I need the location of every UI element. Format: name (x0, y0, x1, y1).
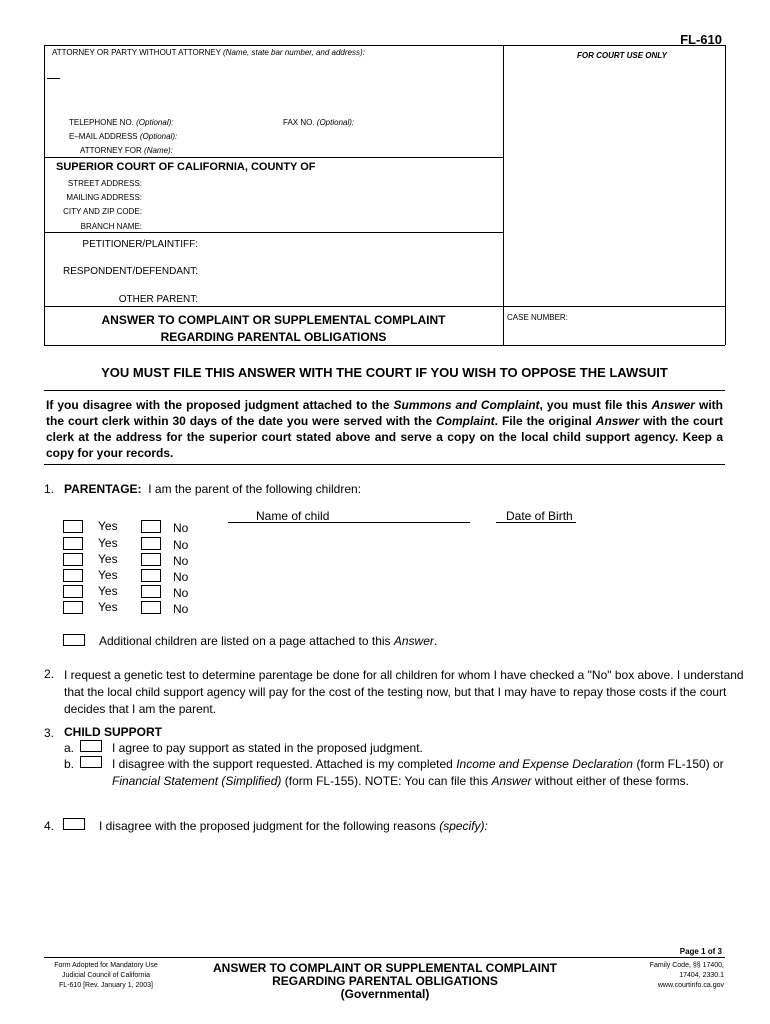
form-adopted-note: Form Adopted for Mandatory Use Judicial Council of California FL-610 [Rev. January 1, 2003] (54, 962, 158, 989)
mailing-label: MAILING ADDRESS: (66, 193, 142, 202)
court-title: SUPERIOR COURT OF CALIFORNIA, COUNTY OF (56, 161, 316, 173)
child-2-yes-checkbox[interactable] (63, 537, 83, 550)
agree-support-checkbox[interactable] (80, 740, 102, 752)
disagree-support-checkbox[interactable] (80, 756, 102, 768)
item3-number: 3. (44, 726, 55, 740)
child-5-name-field[interactable] (228, 585, 470, 599)
petitioner-label: PETITIONER/PLAINTIFF: (82, 239, 198, 250)
notice-heading: YOU MUST FILE THIS ANSWER WITH THE COURT IF YOU WISH TO OPPOSE THE LAWSUIT (101, 365, 668, 380)
child-3-yes-label: Yes (98, 552, 118, 566)
title-section-border (44, 306, 725, 307)
child-1-yes-label: Yes (98, 519, 118, 533)
child-6-name-field[interactable] (228, 601, 470, 615)
child-6-no-checkbox[interactable] (141, 601, 161, 614)
child-6-dob-field[interactable] (496, 601, 576, 615)
child-5-no-label: No (173, 586, 189, 600)
child-1-name-field[interactable] (228, 520, 470, 534)
child-4-yes-checkbox[interactable] (63, 569, 83, 582)
col-date-of-birth: Date of Birth (506, 509, 573, 523)
child-3-dob-field[interactable] (496, 553, 576, 567)
child-2-no-checkbox[interactable] (141, 537, 161, 550)
parties-section-border (44, 232, 503, 233)
child-1-yes-checkbox[interactable] (63, 520, 83, 533)
notice-paragraph: If you disagree with the proposed judgment attached to the Summons and Complaint, you must file this Answer with the court clerk within 30 days of the date you were served with the Complaint. File the original Answer with the court clerk at the address for the superior court stated above and serve a copy on the local child support agency. Keep a copy for your records. (46, 398, 723, 460)
attorney-for-label: ATTORNEY FOR (Name): (80, 146, 173, 155)
child-2-yes-label: Yes (98, 536, 118, 550)
child-6-yes-label: Yes (98, 600, 118, 614)
item4-text: I disagree with the proposed judgment for the following reasons (specify): (99, 819, 488, 833)
item3a-letter: a. (64, 741, 75, 755)
child-4-dob-field[interactable] (496, 569, 576, 583)
child-1-dob-field[interactable] (496, 520, 576, 534)
child-6-no-label: No (173, 602, 189, 616)
child-3-yes-checkbox[interactable] (63, 553, 83, 566)
additional-children-text: Additional children are listed on a page attached to this Answer. (99, 634, 438, 648)
telephone-label: TELEPHONE NO. (Optional): (69, 118, 174, 127)
attorney-input[interactable] (46, 55, 501, 117)
child-4-name-field[interactable] (228, 569, 470, 583)
item4-number: 4. (44, 819, 55, 833)
child-5-no-checkbox[interactable] (141, 585, 161, 598)
branch-label: BRANCH NAME: (80, 222, 142, 231)
item3-label: CHILD SUPPORT (64, 725, 163, 739)
respondent-label: RESPONDENT/DEFENDANT: (62, 266, 198, 277)
email-label: E–MAIL ADDRESS (Optional): (69, 132, 178, 141)
court-section-border (44, 157, 503, 158)
case-number-label: CASE NUMBER: (507, 313, 568, 322)
item2-number: 2. (44, 667, 55, 681)
notice-bottom-rule (44, 464, 725, 465)
child-2-dob-field[interactable] (496, 537, 576, 551)
other-parent-label: OTHER PARENT: (118, 294, 198, 305)
child-5-dob-field[interactable] (496, 585, 576, 599)
disagree-judgment-checkbox[interactable] (63, 818, 85, 830)
court-use-label: FOR COURT USE ONLY (577, 51, 667, 60)
header-right-border (725, 45, 726, 345)
child-3-no-label: No (173, 554, 189, 568)
footer-rule (44, 957, 725, 958)
child-4-no-label: No (173, 570, 189, 584)
item1-number: 1. (44, 482, 55, 496)
form-title: ANSWER TO COMPLAINT OR SUPPLEMENTAL COMPLAINT REGARDING PARENTAL OBLIGATIONS (101, 313, 446, 344)
item3b-letter: b. (64, 757, 75, 771)
form-number: FL-610 (680, 32, 722, 47)
child-4-no-checkbox[interactable] (141, 569, 161, 582)
item3b-line2: Financial Statement (Simplified) (form FL-155). NOTE: You can file this Answer without either of these forms. (112, 774, 689, 788)
child-3-no-checkbox[interactable] (141, 553, 161, 566)
child-1-no-checkbox[interactable] (141, 520, 161, 533)
header-top-border (44, 45, 725, 46)
legal-citation: Family Code, §§ 17400, 17404, 2330.1 www.courtinfo.ca.gov (649, 962, 724, 989)
footer-title: ANSWER TO COMPLAINT OR SUPPLEMENTAL COMPLAINT REGARDING PARENTAL OBLIGATIONS (Governmental) (213, 961, 557, 1001)
notice-top-rule (44, 390, 725, 391)
item1-text: PARENTAGE: I am the parent of the following children: (64, 482, 362, 496)
child-3-name-field[interactable] (228, 553, 470, 567)
child-6-yes-checkbox[interactable] (63, 601, 83, 614)
header-mid-divider (503, 45, 504, 345)
child-1-no-label: No (173, 521, 189, 535)
attorney-label: ATTORNEY OR PARTY WITHOUT ATTORNEY (Name, state bar number, and address): (52, 48, 365, 57)
child-5-yes-label: Yes (98, 584, 118, 598)
item3a-text: I agree to pay support as stated in the proposed judgment. (112, 741, 423, 755)
child-2-name-field[interactable] (228, 537, 470, 551)
item2-text: I request a genetic test to determine parentage be done for all children for whom I have checked a "No" box above. I understand that the local child support agency will pay for the cost of the testing now, but that I may have to repay those costs if the court decides that I am the parent. (64, 668, 744, 716)
child-2-no-label: No (173, 538, 189, 552)
fax-label: FAX NO. (Optional): (283, 118, 355, 127)
city-label: CITY AND ZIP CODE: (63, 207, 142, 216)
col-name-of-child: Name of child (256, 509, 330, 523)
child-4-yes-label: Yes (98, 568, 118, 582)
street-label: STREET ADDRESS: (67, 179, 142, 188)
item3b-line1: I disagree with the support requested. Attached is my completed Income and Expense Declaration (form FL-150) or (112, 757, 724, 771)
additional-children-checkbox[interactable] (63, 634, 85, 646)
page-number: Page 1 of 3 (679, 947, 722, 956)
reasons-input[interactable] (99, 836, 719, 940)
child-5-yes-checkbox[interactable] (63, 585, 83, 598)
